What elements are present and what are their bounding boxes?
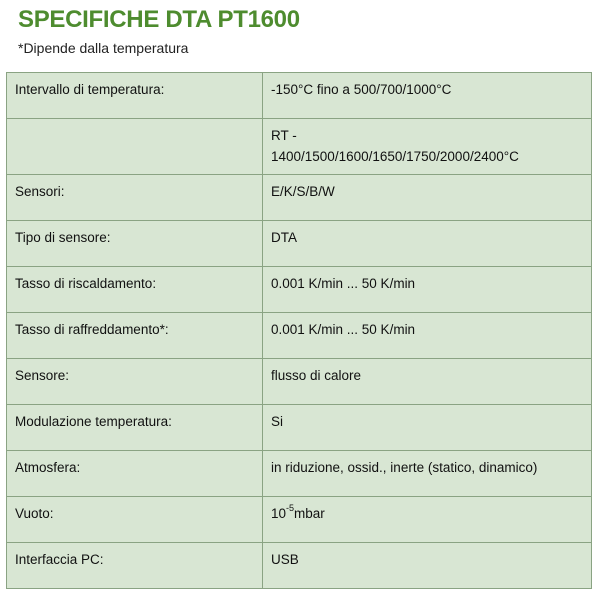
table-row: [7, 497, 592, 543]
spec-value: USB: [263, 543, 592, 589]
spec-label: Sensore:: [7, 359, 263, 405]
spec-value: [263, 497, 592, 543]
spec-label: Atmosfera:: [7, 451, 263, 497]
spec-label: Modulazione temperatura:: [7, 405, 263, 451]
table-row: [7, 73, 592, 119]
table-row: [7, 313, 592, 359]
table-row: [7, 221, 592, 267]
spec-value: E/K/S/B/W: [263, 175, 592, 221]
spec-value: DTA: [263, 221, 592, 267]
table-row: [7, 267, 592, 313]
spec-value-line: 1400/1500/1600/1650/1750/2000/2400°C: [271, 149, 519, 164]
table-row: [7, 359, 592, 405]
spec-label: Tasso di riscaldamento:: [7, 267, 263, 313]
table-row: [7, 405, 592, 451]
spec-table: [6, 72, 592, 589]
spec-label: Vuoto:: [7, 497, 263, 543]
spec-label: Interfaccia PC:: [7, 543, 263, 589]
spec-value: [263, 119, 592, 175]
spec-value: in riduzione, ossid., inerte (statico, dinamico): [263, 451, 592, 497]
spec-label: Tipo di sensore:: [7, 221, 263, 267]
spec-label: Tasso di raffreddamento*:: [7, 313, 263, 359]
spec-value: Si: [263, 405, 592, 451]
vacuum-unit: mbar: [294, 506, 325, 521]
table-row: [7, 451, 592, 497]
table-row: [7, 175, 592, 221]
spec-value: 0.001 K/min ... 50 K/min: [263, 267, 592, 313]
spec-label: Sensori:: [7, 175, 263, 221]
vacuum-exponent: -5: [286, 502, 295, 513]
spec-value: 0.001 K/min ... 50 K/min: [263, 313, 592, 359]
spec-label: Intervallo di temperatura:: [7, 73, 263, 119]
spec-value-line: RT -: [271, 128, 297, 143]
page-subtitle: *Dipende dalla temperatura: [18, 40, 189, 56]
spec-value: flusso di calore: [263, 359, 592, 405]
spec-label: [7, 119, 263, 175]
page-title: SPECIFICHE DTA PT1600: [18, 6, 300, 33]
table-row: [7, 119, 592, 175]
table-row: [7, 543, 592, 589]
vacuum-base: 10: [271, 506, 287, 521]
spec-value: -150°C fino a 500/700/1000°C: [263, 73, 592, 119]
